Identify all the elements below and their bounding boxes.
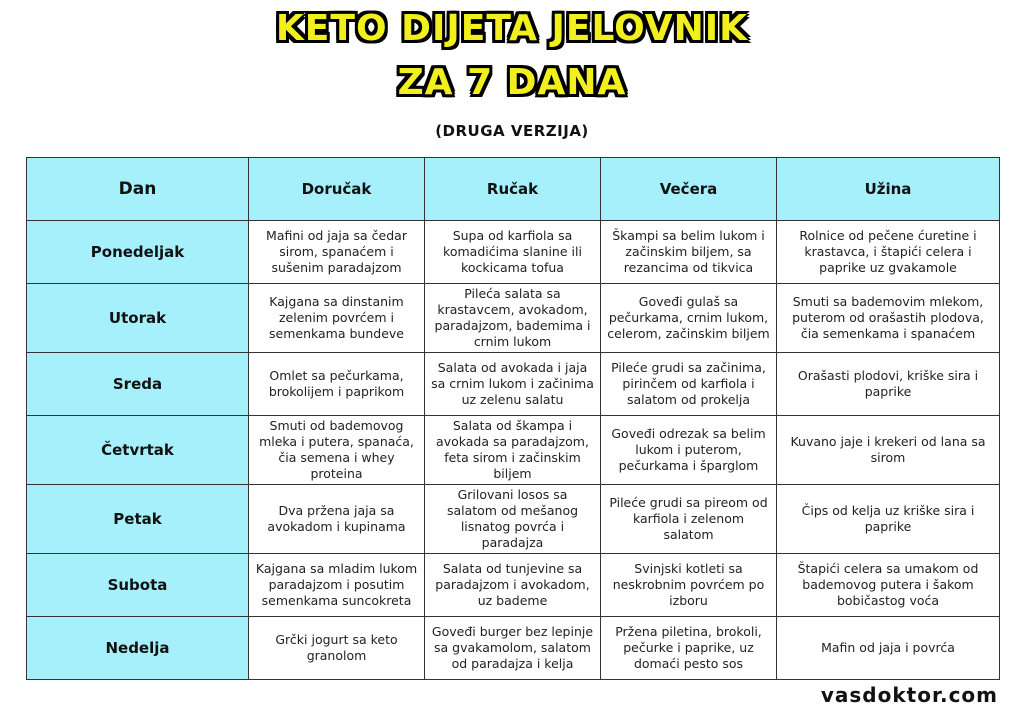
- page-title-line-2: ZA 7 DANA: [397, 62, 627, 103]
- column-header-snack: Užina: [777, 158, 1000, 221]
- day-cell: Nedelja: [27, 617, 249, 680]
- dinner-cell: Pileće grudi sa pireom od karfiola i zelenom salatom: [601, 485, 777, 554]
- lunch-cell: Grilovani losos sa salatom od mešanog lisnatog povrća i paradajza: [425, 485, 601, 554]
- dinner-cell: Pržena piletina, brokoli, pečurke i paprike, uz domaći pesto sos: [601, 617, 777, 680]
- table-row: [27, 284, 1000, 353]
- page-subtitle: (DRUGA VERZIJA): [435, 122, 589, 140]
- breakfast-cell: Kajgana sa mladim lukom paradajzom i posutim semenkama suncokreta: [249, 554, 425, 617]
- lunch-cell: Salata od tunjevine sa paradajzom i avokadom, uz bademe: [425, 554, 601, 617]
- snack-cell: Rolnice od pečene ćuretine i krastavca, i štapići celera i paprike uz gvakamole: [777, 221, 1000, 284]
- snack-cell: Štapići celera sa umakom od bademovog putera i šakom bobičastog voća: [777, 554, 1000, 617]
- day-cell: Petak: [27, 485, 249, 554]
- snack-cell: Smuti sa bademovim mlekom, puterom od orašastih plodova, čia semenkama i spanaćem: [777, 284, 1000, 353]
- breakfast-cell: Grčki jogurt sa keto granolom: [249, 617, 425, 680]
- dinner-cell: Goveđi gulaš sa pečurkama, crnim lukom, celerom, začinskim biljem: [601, 284, 777, 353]
- day-cell: Ponedeljak: [27, 221, 249, 284]
- column-header-dinner: Večera: [601, 158, 777, 221]
- snack-cell: Kuvano jaje i krekeri od lana sa sirom: [777, 416, 1000, 485]
- dinner-cell: Pileće grudi sa začinima, pirinčem od karfiola i salatom od prokelja: [601, 353, 777, 416]
- table-row: [27, 554, 1000, 617]
- dinner-cell: Goveđi odrezak sa belim lukom i puterom, pečurkama i šparglom: [601, 416, 777, 485]
- column-header-day: Dan: [27, 158, 249, 221]
- day-cell: Četvrtak: [27, 416, 249, 485]
- dinner-cell: Svinjski kotleti sa neskrobnim povrćem po izboru: [601, 554, 777, 617]
- column-header-breakfast: Doručak: [249, 158, 425, 221]
- lunch-cell: Goveđi burger bez lepinje sa gvakamolom, salatom od paradajza i kelja: [425, 617, 601, 680]
- meal-plan-table: [26, 157, 1000, 680]
- dinner-cell: Škampi sa belim lukom i začinskim biljem, sa rezancima od tikvica: [601, 221, 777, 284]
- table-row: [27, 617, 1000, 680]
- day-cell: Sreda: [27, 353, 249, 416]
- breakfast-cell: Smuti od bademovog mleka i putera, spanaća, čia semena i whey proteina: [249, 416, 425, 485]
- lunch-cell: Salata od avokada i jaja sa crnim lukom i začinima uz zelenu salatu: [425, 353, 601, 416]
- lunch-cell: Pileća salata sa krastavcem, avokadom, paradajzom, bademima i crnim lukom: [425, 284, 601, 353]
- lunch-cell: Salata od škampa i avokada sa paradajzom, feta sirom i začinskim biljem: [425, 416, 601, 485]
- source-watermark: vasdoktor.com: [820, 683, 998, 707]
- table-row: [27, 221, 1000, 284]
- breakfast-cell: Dva pržena jaja sa avokadom i kupinama: [249, 485, 425, 554]
- page-title-line-1: KETO DIJETA JELOVNIK: [275, 8, 749, 49]
- snack-cell: Čips od kelja uz kriške sira i paprike: [777, 485, 1000, 554]
- day-cell: Subota: [27, 554, 249, 617]
- table-row: [27, 416, 1000, 485]
- breakfast-cell: Mafini od jaja sa čedar sirom, spanaćem i sušenim paradajzom: [249, 221, 425, 284]
- day-cell: Utorak: [27, 284, 249, 353]
- table-header-row: [27, 158, 1000, 221]
- table-row: [27, 485, 1000, 554]
- breakfast-cell: Kajgana sa dinstanim zelenim povrćem i semenkama bundeve: [249, 284, 425, 353]
- lunch-cell: Supa od karfiola sa komadićima slanine ili kockicama tofua: [425, 221, 601, 284]
- breakfast-cell: Omlet sa pečurkama, brokolijem i paprikom: [249, 353, 425, 416]
- snack-cell: Mafin od jaja i povrća: [777, 617, 1000, 680]
- column-header-lunch: Ručak: [425, 158, 601, 221]
- table-row: [27, 353, 1000, 416]
- snack-cell: Orašasti plodovi, kriške sira i paprike: [777, 353, 1000, 416]
